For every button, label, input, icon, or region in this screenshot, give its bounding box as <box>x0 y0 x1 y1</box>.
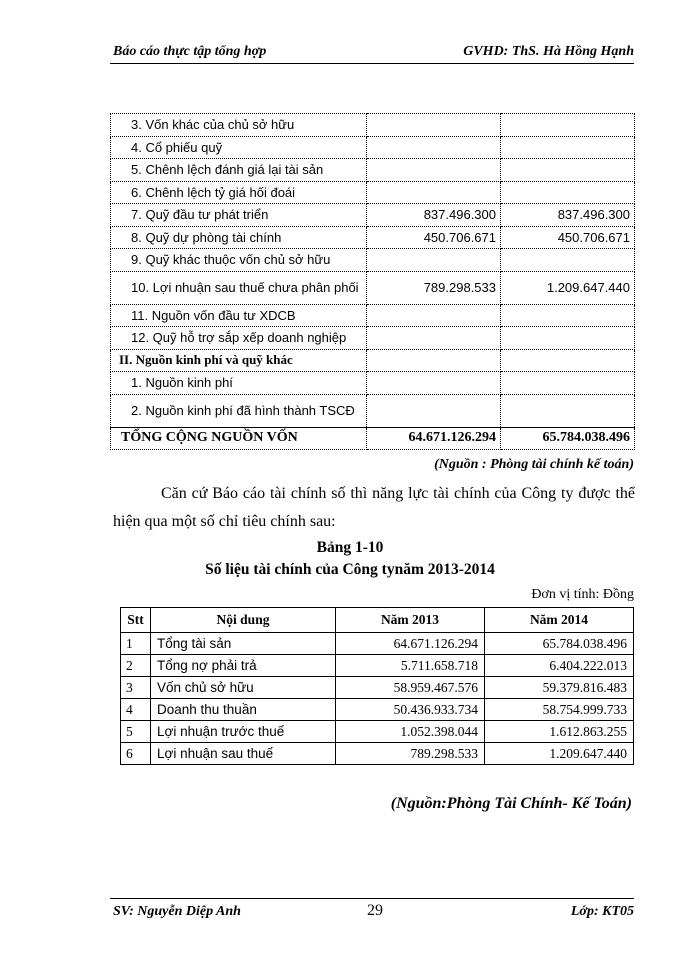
table-title: Bảng 1-10 <box>316 539 384 556</box>
footer-student: SV: Nguyễn Diệp Anh <box>113 904 241 919</box>
row-label: 12. Quỹ hỗ trợ sắp xếp doanh nghiệp <box>111 327 367 350</box>
value-2014 <box>501 114 635 137</box>
row-stt: 5 <box>121 721 151 743</box>
value-2013 <box>367 372 501 395</box>
footer-class: Lớp: KT05 <box>570 904 634 919</box>
row-stt: 6 <box>121 743 151 765</box>
value-2014 <box>501 304 635 327</box>
row-2014: 58.754.999.733 <box>485 699 634 721</box>
table-row <box>111 181 635 204</box>
value-2014 <box>501 349 635 372</box>
row-label: 10. Lợi nhuận sau thuế chưa phân phối <box>111 271 367 304</box>
col-header-content: Nội dung <box>151 608 336 633</box>
row-2013: 789.298.533 <box>336 743 485 765</box>
row-2014: 1.209.647.440 <box>485 743 634 765</box>
row-2014: 65.784.038.496 <box>485 633 634 655</box>
table-row <box>111 226 635 249</box>
value-2013 <box>367 394 501 427</box>
row-2013: 50.436.933.734 <box>336 699 485 721</box>
row-2014: 1.612.863.255 <box>485 721 634 743</box>
value-2014: 837.496.300 <box>501 204 635 227</box>
value-2014 <box>501 372 635 395</box>
table-header-row <box>121 608 634 633</box>
row-2014: 6.404.222.013 <box>485 655 634 677</box>
row-2013: 5.711.658.718 <box>336 655 485 677</box>
unit-label: Đơn vị tính: Đồng <box>531 587 634 602</box>
section-row <box>111 349 635 372</box>
row-2013: 64.671.126.294 <box>336 633 485 655</box>
value-2013: 789.298.533 <box>367 271 501 304</box>
table-row <box>111 136 635 159</box>
table-row <box>121 655 634 677</box>
table-subtitle: Số liệu tài chính của Công tynăm 2013-2014 <box>205 561 495 578</box>
header-rule <box>110 63 634 64</box>
row-content: Vốn chủ sở hữu <box>151 677 336 699</box>
value-2013 <box>367 159 501 182</box>
row-label: 8. Quỹ dự phòng tài chính <box>111 226 367 249</box>
table-row <box>111 249 635 272</box>
col-header-2013: Năm 2013 <box>336 608 485 633</box>
row-label: 3. Vốn khác của chủ sở hữu <box>111 114 367 137</box>
row-label: 7. Quỹ đầu tư phát triển <box>111 204 367 227</box>
value-2013 <box>367 249 501 272</box>
table-row <box>111 159 635 182</box>
value-2014 <box>501 159 635 182</box>
value-2013 <box>367 136 501 159</box>
row-label: 11. Nguồn vốn đầu tư XDCB <box>111 304 367 327</box>
table-row <box>111 204 635 227</box>
value-2013 <box>367 304 501 327</box>
body-paragraph: Căn cứ Báo cáo tài chính số thì năng lực tài chính của Công ty được thể hiện qua một số chỉ tiêu chính sau: <box>113 485 635 530</box>
value-2013 <box>367 114 501 137</box>
row-label: 4. Cổ phiếu quỹ <box>111 136 367 159</box>
table-row <box>111 271 635 304</box>
row-content: Lợi nhuận trước thuế <box>151 721 336 743</box>
value-2013 <box>367 327 501 350</box>
table-row <box>111 394 635 427</box>
row-content: Doanh thu thuần <box>151 699 336 721</box>
table-row <box>121 677 634 699</box>
value-2013 <box>367 181 501 204</box>
value-2013 <box>367 349 501 372</box>
col-header-stt: Stt <box>121 608 151 633</box>
row-label: 5. Chênh lệch đánh giá lại tài sản <box>111 159 367 182</box>
row-content: Tổng tài sản <box>151 633 336 655</box>
value-2014 <box>501 136 635 159</box>
page-number: 29 <box>367 902 383 919</box>
total-row <box>111 427 635 450</box>
row-label: 2. Nguồn kinh phí đã hình thành TSCĐ <box>111 394 367 427</box>
header-left: Báo cáo thực tập tổng hợp <box>113 44 267 59</box>
value-2013: 837.496.300 <box>367 204 501 227</box>
total-2013: 64.671.126.294 <box>367 427 501 450</box>
value-2014 <box>501 249 635 272</box>
table-row <box>111 114 635 137</box>
row-2013: 1.052.398.044 <box>336 721 485 743</box>
table-row <box>111 372 635 395</box>
balance-sheet-source: (Nguồn : Phòng tài chính kế toán) <box>434 457 634 472</box>
balance-sheet-table <box>110 113 635 450</box>
row-label: 1. Nguồn kinh phí <box>111 372 367 395</box>
row-content: Lợi nhuận sau thuế <box>151 743 336 765</box>
table-row <box>121 699 634 721</box>
value-2013: 450.706.671 <box>367 226 501 249</box>
row-2013: 58.959.467.576 <box>336 677 485 699</box>
value-2014: 450.706.671 <box>501 226 635 249</box>
total-label: TỔNG CỘNG NGUỒN VỐN <box>111 427 367 450</box>
value-2014 <box>501 181 635 204</box>
header-right: GVHD: ThS. Hà Hồng Hạnh <box>463 44 634 59</box>
row-2014: 59.379.816.483 <box>485 677 634 699</box>
value-2014: 1.209.647.440 <box>501 271 635 304</box>
row-stt: 2 <box>121 655 151 677</box>
row-stt: 3 <box>121 677 151 699</box>
row-content: Tổng nợ phải trả <box>151 655 336 677</box>
table-row <box>121 743 634 765</box>
row-stt: 1 <box>121 633 151 655</box>
table-row <box>111 304 635 327</box>
total-2014: 65.784.038.496 <box>501 427 635 450</box>
value-2014 <box>501 327 635 350</box>
table-row <box>111 327 635 350</box>
financial-table-source: (Nguồn:Phòng Tài Chính- Kế Toán) <box>390 795 632 812</box>
row-stt: 4 <box>121 699 151 721</box>
row-label: 6. Chênh lệch tỷ giá hối đoái <box>111 181 367 204</box>
row-label: 9. Quỹ khác thuộc vốn chủ sở hữu <box>111 249 367 272</box>
col-header-2014: Năm 2014 <box>485 608 634 633</box>
financial-table <box>120 607 634 765</box>
table-row <box>121 633 634 655</box>
footer-rule <box>110 898 634 899</box>
table-row <box>121 721 634 743</box>
section-label: II. Nguồn kinh phí và quỹ khác <box>111 349 367 372</box>
value-2014 <box>501 394 635 427</box>
